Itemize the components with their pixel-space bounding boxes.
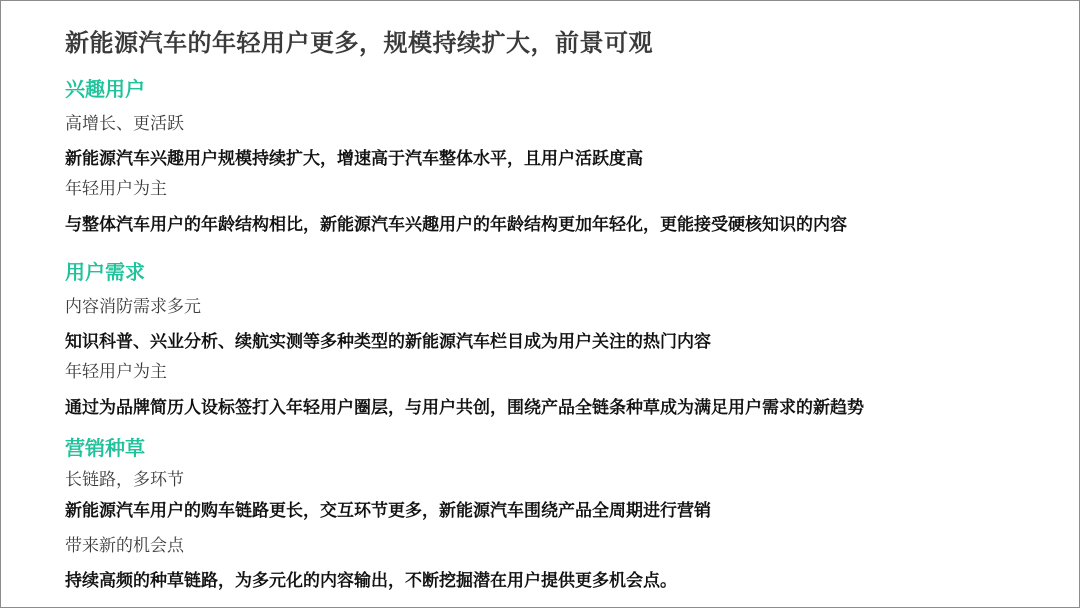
point-label: 长链路，多环节 [65,470,184,490]
point-text: 新能源汽车用户的购车链路更长，交互环节更多，新能源汽车围绕产品全周期进行营销 [65,501,711,521]
point-text: 与整体汽车用户的年龄结构相比，新能源汽车兴趣用户的年龄结构更加年轻化，更能接受硬核知识的内容 [65,215,847,235]
point-label: 高增长、更活跃 [65,114,184,134]
section-heading-user-needs: 用户需求 [65,260,145,284]
point-label: 内容消防需求多元 [65,297,201,317]
point-text: 知识科普、兴业分析、续航实测等多种类型的新能源汽车栏目成为用户关注的热门内容 [65,332,711,352]
point-label: 年轻用户为主 [65,362,167,382]
point-text: 新能源汽车兴趣用户规模持续扩大，增速高于汽车整体水平，且用户活跃度高 [65,149,643,169]
point-text: 通过为品牌简历人设标签打入年轻用户圈层，与用户共创，围绕产品全链条种草成为满足用户需求的新趋势 [65,398,864,418]
section-heading-marketing: 营销种草 [65,436,145,460]
point-label: 带来新的机会点 [65,536,184,556]
slide-title: 新能源汽车的年轻用户更多，规模持续扩大，前景可观 [65,29,653,57]
section-heading-interest-users: 兴趣用户 [65,77,145,101]
point-label: 年轻用户为主 [65,179,167,199]
point-text: 持续高频的种草链路，为多元化的内容输出，不断挖掘潜在用户提供更多机会点。 [65,571,677,591]
